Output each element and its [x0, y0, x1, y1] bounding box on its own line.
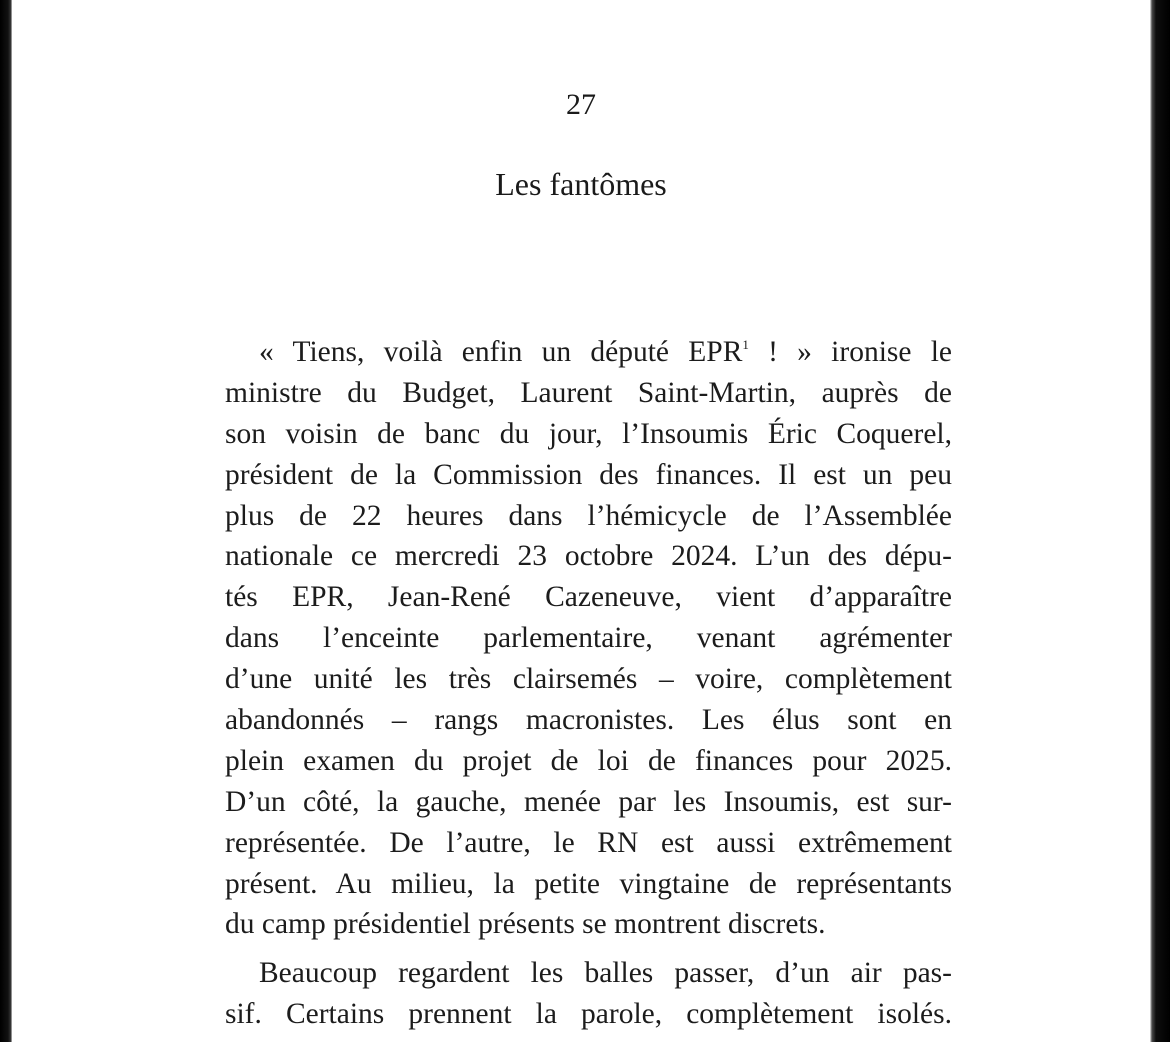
chapter-number: 27 — [566, 88, 596, 121]
chapter-title: Les fantômes — [495, 166, 667, 202]
text-line — [225, 332, 952, 373]
text-line: présent. Au milieu, la petite vingtaine de représentants — [225, 867, 952, 900]
page-edge-right — [1150, 0, 1170, 1042]
text-line: tés EPR, Jean-René Cazeneuve, vient d’apparaître — [225, 581, 952, 614]
text-line: nationale ce mercredi 23 octobre 2024. L’un des dépu- — [225, 540, 952, 573]
text-line-part: « Tiens, voilà enfin un député EPR — [259, 336, 743, 368]
text-line: d’une unité les très clairsemés – voire, complètement — [225, 663, 952, 696]
text-line: Beaucoup regardent les balles passer, d’un air pas- — [259, 957, 952, 990]
footnote-mark[interactable]: 1 — [742, 337, 749, 352]
text-line: son voisin de banc du jour, l’Insoumis Éric Coquerel, — [225, 417, 952, 450]
text-line-part: ! » ironise le — [748, 336, 952, 368]
paragraph-gap — [225, 945, 952, 953]
text-line: sif. Certains prennent la parole, complètement isolés. — [225, 998, 952, 1031]
text-line: du camp présidentiel présents se montrent discrets. — [225, 908, 826, 941]
page-edge-left — [0, 0, 12, 1042]
text-line: abandonnés – rangs macronistes. Les élus sont en — [225, 704, 952, 737]
text-line: ministre du Budget, Laurent Saint-Martin, auprès de — [225, 376, 952, 409]
text-line: D’un côté, la gauche, menée par les Insoumis, est sur- — [225, 785, 952, 818]
chapter-body — [225, 332, 952, 1035]
text-line: plein examen du projet de loi de finances pour 2025. — [225, 744, 952, 777]
paragraph-1 — [225, 332, 952, 945]
paragraph-2 — [225, 953, 952, 1035]
text-line: représentée. De l’autre, le RN est aussi extrêmement — [225, 826, 952, 859]
text-line: président de la Commission des finances. Il est un peu — [225, 458, 952, 491]
book-page — [12, 0, 1150, 1042]
text-line: plus de 22 heures dans l’hémicycle de l’Assemblée — [225, 499, 952, 532]
text-line: dans l’enceinte parlementaire, venant agrémenter — [225, 622, 952, 655]
